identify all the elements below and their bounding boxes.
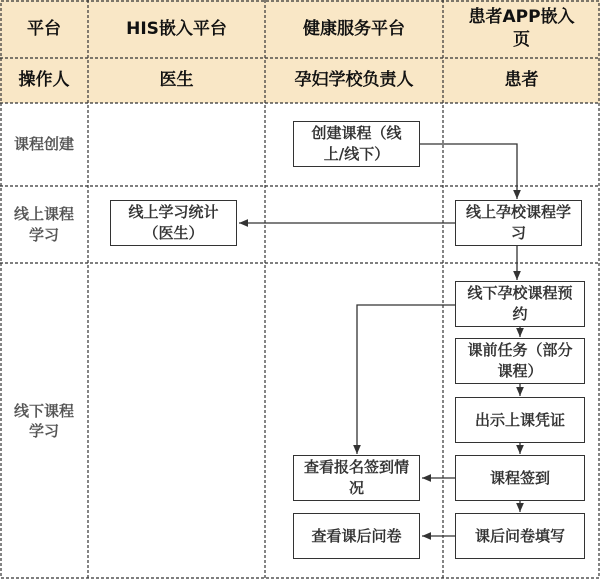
header-operator-patient: 患者: [443, 58, 600, 103]
node-show-pass: 出示上课凭证: [455, 397, 585, 443]
header-platform-health: 健康服务平台: [265, 0, 443, 58]
header-platform-his: HIS嵌入平台: [88, 0, 265, 58]
row-label-online: 线上课程学习: [13, 205, 74, 244]
node-online-stats: 线上学习统计（医生）: [110, 200, 237, 246]
header-operator-school: 孕妇学校负责人: [265, 58, 443, 103]
header-platform-app: 患者APP嵌入页: [443, 0, 600, 58]
node-view-signup: 查看报名签到情况: [293, 455, 420, 501]
node-view-survey: 查看课后问卷: [293, 513, 420, 559]
node-create-course: 创建课程（线上/线下）: [293, 121, 420, 167]
node-checkin: 课程签到: [455, 455, 585, 501]
header-operator-label: 操作人: [0, 58, 88, 103]
header-operator-doctor: 医生: [88, 58, 265, 103]
node-offline-booking: 线下孕校课程预约: [455, 281, 585, 327]
node-pre-task: 课前任务（部分课程）: [455, 338, 585, 384]
row-label-offline: 线下课程学习: [13, 401, 74, 440]
row-label-create: 课程创建: [13, 135, 74, 154]
header-platform-label: 平台: [0, 0, 88, 58]
node-survey: 课后问卷填写: [455, 513, 585, 559]
node-online-study: 线上孕校课程学习: [455, 200, 582, 246]
